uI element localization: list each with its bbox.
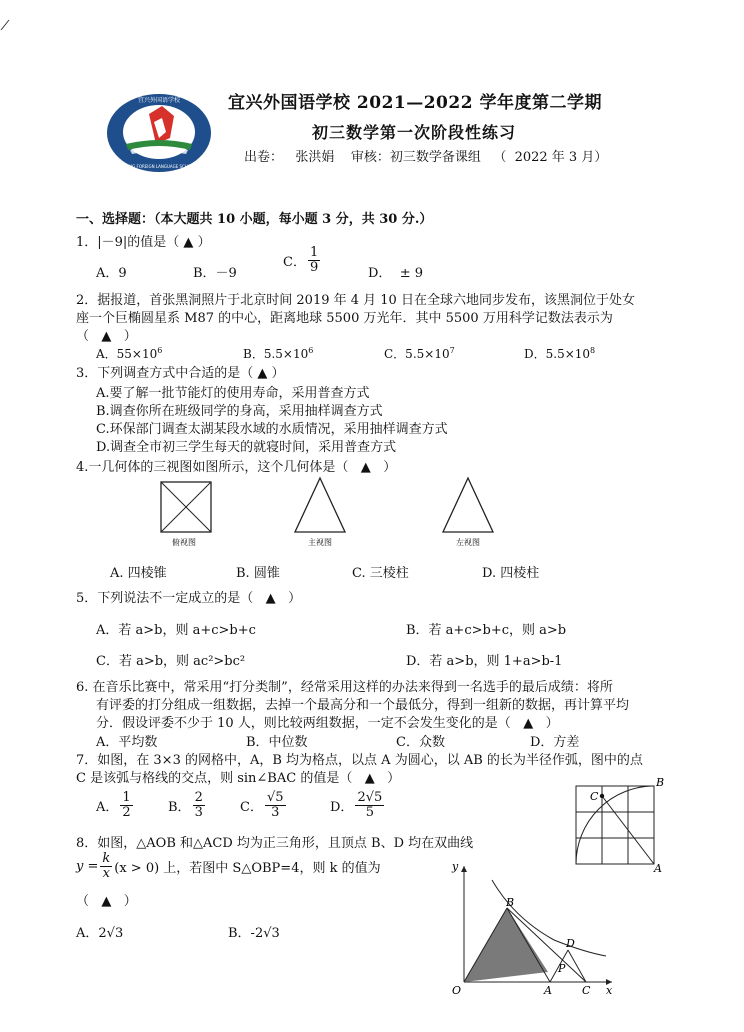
top-view <box>161 482 211 532</box>
q2-a-base: A．55×10 <box>96 347 158 361</box>
q8-line2-rest: (x > 0) 上，若图中 S△OBP=4，则 k 的值为 <box>114 860 381 876</box>
q5-option-b: B．若 a+c>b+c，则 a>b <box>406 623 567 638</box>
q5-option-a: A．若 a>b，则 a+c>b+c <box>96 623 256 638</box>
section-heading: 一、选择题：（本大题共 10 小题，每小题 3 分，共 30 分.） <box>76 212 433 227</box>
q2-d-exp: 8 <box>590 346 596 355</box>
q3-option-a: A.要了解一批节能灯的使用寿命，采用普查方式 <box>96 386 370 401</box>
q3-option-b: B.调查你所在班级同学的身高，采用抽样调查方式 <box>96 404 383 419</box>
q4-option-b: B. 圆锥 <box>236 566 280 581</box>
q7-option-d <box>330 791 386 819</box>
q7-option-b <box>168 791 207 819</box>
q2-line2: 座一个巨椭圆星系 M87 的中心，距离地球 5500 万光年．其中 5500 万用科学记数法表示为 <box>76 311 613 326</box>
q2-c-base: C．5.5×10 <box>384 347 450 361</box>
q7-line2: C 是该弧与格线的交点，则 sin∠BAC 的值是（ ▲ ） <box>76 771 401 786</box>
q2-option-c <box>384 345 455 362</box>
label-o: O <box>452 984 462 997</box>
q7-c-fraction <box>265 791 286 819</box>
q1-option-c <box>283 246 322 274</box>
q8-line2 <box>76 852 381 880</box>
frac-den: 3 <box>194 804 203 820</box>
q4-option-d: D. 四棱柱 <box>482 566 540 581</box>
q2-b-exp: 6 <box>308 346 314 355</box>
q3-option-d: D.调查全市初三学生每天的就寝时间，采用普查方式 <box>96 440 397 455</box>
label-d: D <box>566 937 575 950</box>
frac-den: x <box>102 865 110 881</box>
q2-line1: 2．据报道，首张黑洞照片于北京时间 2019 年 4 月 10 日在全球六地同步发布，该黑洞位于处女 <box>76 293 635 308</box>
school-logo <box>104 92 214 174</box>
q2-c-exp: 7 <box>449 346 455 355</box>
q8-y-eq: y = <box>76 858 99 874</box>
q7-b-fraction <box>193 791 205 819</box>
label-x: x <box>606 984 613 997</box>
frac-den: 2 <box>122 804 131 820</box>
q6-option-b: B．中位数 <box>246 735 308 750</box>
q2-d-base: D．5.5×10 <box>524 347 591 361</box>
q6-line2: 有评委的打分组成一组数据，去掉一个最高分和一个最低分，得到一组新的数据，再计算平均 <box>96 698 630 713</box>
q1-stem: 1．|－9|的值是（ ▲ ） <box>76 235 211 250</box>
point-c <box>600 794 604 798</box>
q7-a-fraction <box>120 791 132 819</box>
label-p: P <box>558 962 566 975</box>
segment-dc <box>568 950 586 982</box>
q2-b-base: B．5.5×10 <box>243 347 309 361</box>
q8-line3: （ ▲ ） <box>76 894 137 909</box>
q2-line3: （ ▲ ） <box>76 329 137 344</box>
q7-a-label: A． <box>96 799 119 815</box>
front-view <box>295 478 345 532</box>
q5-stem: 5．下列说法不一定成立的是（ ▲ ） <box>76 591 302 606</box>
q4-option-c: C. 三棱柱 <box>352 566 409 581</box>
q5-option-d: D．若 a>b，则 1+a>b-1 <box>406 654 563 669</box>
q7-line1: 7．如图，在 3×3 的网格中，A，B 均为格点，以点 A 为圆心，以 AB 的长为半径作弧，图中的点 <box>76 753 643 768</box>
q1-option-a: A．9 <box>96 266 127 281</box>
q6-option-d: D．方差 <box>530 735 580 750</box>
page-subtitle: 初三数学第一次阶段性练习 <box>312 123 517 142</box>
q5-option-c: C．若 a>b，则 ac²>bc² <box>96 654 246 669</box>
q7-b-label: B． <box>168 799 191 815</box>
frac-num: 2√5 <box>357 790 383 805</box>
arc <box>576 786 654 864</box>
q7-c-label: C． <box>240 799 263 815</box>
frac-den: 3 <box>271 804 280 820</box>
q1-option-c-label: C． <box>283 254 306 270</box>
shaded-triangle-obp <box>464 908 548 982</box>
side-view-caption: 左视图 <box>456 538 480 547</box>
label-b: B <box>656 776 665 789</box>
label-a: A <box>544 984 552 997</box>
label-a: A <box>654 862 662 874</box>
q7-d-label: D． <box>330 799 354 815</box>
q2-option-b <box>243 345 313 362</box>
frac-num: √5 <box>266 790 284 805</box>
q6-option-c: C．众数 <box>396 735 445 750</box>
q3-stem: 3．下列调查方式中合适的是（ ▲ ） <box>76 366 285 381</box>
front-view-caption: 主视图 <box>308 538 332 547</box>
q6-line1: 6. 在音乐比赛中，常采用“打分类制”，经常采用这样的办法来得到一名选手的最后成绩：将所 <box>76 680 613 695</box>
label-c: C <box>590 790 599 803</box>
q1-option-c-fraction <box>308 246 320 274</box>
q1-option-b: B．－9 <box>193 266 237 281</box>
q4-stem: 4.一几何体的三视图如图所示，这个几何体是（ ▲ ） <box>76 460 397 475</box>
q8-option-b: B．-2√3 <box>228 926 280 941</box>
q4-option-a: A. 四棱锥 <box>110 566 167 581</box>
grid <box>576 786 654 864</box>
q7-option-c <box>240 791 288 819</box>
q8-k-over-x <box>100 852 112 880</box>
q7-d-fraction <box>355 791 384 819</box>
q2-option-d <box>524 345 595 362</box>
q2-a-exp: 6 <box>157 346 163 355</box>
y-axis-arrow <box>461 866 467 872</box>
corner-mark <box>0 18 12 32</box>
frac-num: k <box>102 851 111 866</box>
q1-option-d: D． ± 9 <box>368 266 423 281</box>
label-y: y <box>452 860 459 873</box>
frac-den: 9 <box>309 259 319 275</box>
author-meta: 出卷： 张洪娟 审核：初三数学备课组 （ 2022 年 3 月） <box>244 150 608 165</box>
frac-num: 1 <box>309 245 319 260</box>
top-view-caption: 俯视图 <box>172 538 196 547</box>
frac-den: 5 <box>365 804 374 820</box>
q2-option-a <box>96 345 162 362</box>
q3-option-c: C.环保部门调查太湖某段水域的水质情况，采用抽样调查方式 <box>96 422 448 437</box>
label-b: B <box>506 896 515 909</box>
q8-option-a: A．2√3 <box>76 926 124 941</box>
q6-option-a: A．平均数 <box>96 735 158 750</box>
page-title: 宜兴外国语学校 2021—2022 学年度第二学期 <box>228 93 602 113</box>
frac-num: 2 <box>194 790 203 805</box>
q6-line3: 分．假设评委不少于 10 人，则比较两组数据，一定不会发生变化的是（ ▲ ） <box>96 716 559 731</box>
side-view <box>443 478 493 532</box>
q8-hyperbola-figure <box>444 858 624 998</box>
q8-line1: 8．如图，△AOB 和△ACD 均为正三角形，且顶点 B、D 均在双曲线 <box>76 836 474 851</box>
q7-option-a <box>96 791 135 819</box>
logo-subtext: YIXING FOREIGN LANGUAGE SCHOOL <box>121 164 197 169</box>
label-c: C <box>582 984 591 997</box>
logo-text: 宜兴外国语学校 <box>137 97 181 104</box>
frac-num: 1 <box>122 790 131 805</box>
